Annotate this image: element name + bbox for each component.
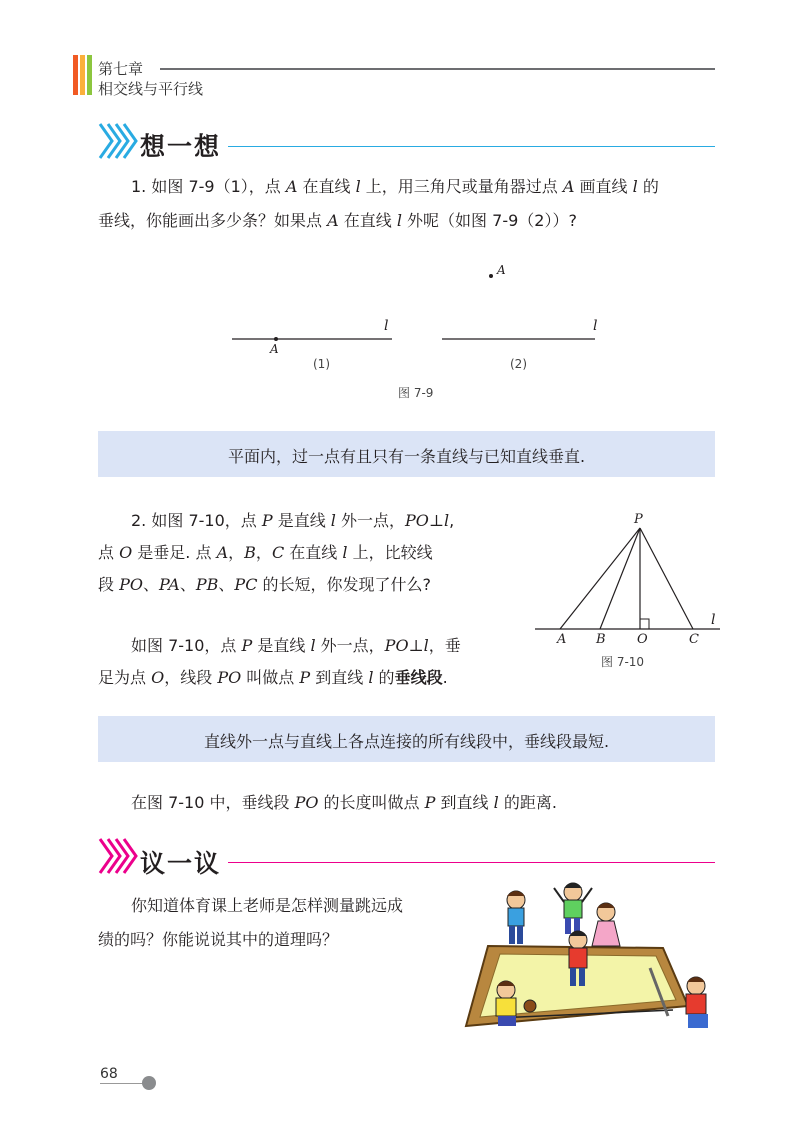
theorem-1-text: 平面内，过一点有且只有一条直线与已知直线垂直. xyxy=(227,447,586,466)
discuss-section-title: 议一议 xyxy=(140,849,222,878)
fig79-point-A2 xyxy=(489,274,493,278)
fig710-label-C: C xyxy=(689,632,699,647)
question-2-line-2: 点 O 是垂足. 点 A，B，C 在直线 l 上，比较线 xyxy=(98,543,433,562)
fig710-label-P: P xyxy=(634,512,643,527)
fig79-point-A1 xyxy=(274,337,278,341)
fig79-label-l2: l xyxy=(593,318,598,334)
fig79-label-A2: A xyxy=(497,263,506,277)
fig710-label-O: O xyxy=(637,632,648,647)
question-2-line-3: 段 PO、PA、PB、PC 的长短，你发现了什么? xyxy=(98,575,432,594)
think-chevron-icon xyxy=(98,120,138,162)
figure-7-9 xyxy=(220,255,620,405)
fig710-label-l: l xyxy=(711,612,716,628)
page-number: 68 xyxy=(100,1066,118,1082)
question-1-line-1: 1. 如图 7-9（1），点 A 在直线 l 上，用三角尺或量角器过点 A 画直线 l 的 xyxy=(131,177,659,196)
discuss-chevron-icon xyxy=(98,835,138,877)
theorem-2-text: 直线外一点与直线上各点连接的所有线段中，垂线段最短. xyxy=(203,732,610,751)
fig710-label-B: B xyxy=(596,632,606,647)
long-jump-illustration xyxy=(458,878,718,1043)
header-bar-green xyxy=(87,55,92,95)
discuss-line-2: 绩的吗？你能说说其中的道理吗？ xyxy=(98,930,339,949)
discuss-line-1: 你知道体育课上老师是怎样测量跳远成 xyxy=(131,896,404,915)
definition-line-2: 足为点 O，线段 PO 叫做点 P 到直线 l 的垂线段. xyxy=(98,668,448,687)
fig710-right-angle-mark xyxy=(640,619,649,629)
definition-line-1: 如图 7-10，点 P 是直线 l 外一点，PO⊥l，垂 xyxy=(131,636,461,655)
page-number-rule xyxy=(100,1083,144,1084)
header-bar-yellow xyxy=(80,55,85,95)
discuss-section-line xyxy=(228,862,715,863)
child-2 xyxy=(554,883,592,934)
fig79-subcaption-2: (2) xyxy=(510,357,527,371)
fig710-segment-PC xyxy=(640,528,693,629)
think-section-title: 想一想 xyxy=(140,132,222,161)
theorem-box-2 xyxy=(98,716,715,762)
fig710-segment-PB xyxy=(600,528,640,629)
question-1-line-2: 垂线，你能画出多少条？如果点 A 在直线 l 外呢（如图 7-9（2））? xyxy=(98,211,577,230)
figure-7-10 xyxy=(530,510,730,650)
fig79-caption: 图 7-9 xyxy=(398,386,434,400)
chapter-label: 第七章 xyxy=(98,60,144,78)
fig710-label-A: A xyxy=(557,632,567,647)
header-bar-orange xyxy=(73,55,78,95)
header-rule xyxy=(160,68,715,70)
fig79-label-A1: A xyxy=(270,342,279,356)
theorem-box-1 xyxy=(98,431,715,477)
child-1 xyxy=(507,891,525,944)
page-number-dot xyxy=(142,1076,156,1090)
child-6 xyxy=(686,977,708,1028)
distance-definition: 在图 7-10 中，垂线段 PO 的长度叫做点 P 到直线 l 的距离. xyxy=(131,793,557,812)
fig710-caption: 图 7-10 xyxy=(601,655,645,669)
child-3 xyxy=(592,903,620,946)
question-2-line-1: 2. 如图 7-10，点 P 是直线 l 外一点，PO⊥l, xyxy=(131,511,455,530)
fig79-label-l1: l xyxy=(384,318,389,334)
think-section-line xyxy=(228,146,715,147)
fig710-segment-PA xyxy=(560,528,640,629)
fig79-subcaption-1: (1) xyxy=(313,357,330,371)
term-perpendicular-segment: 垂线段 xyxy=(394,668,443,687)
chapter-title: 相交线与平行线 xyxy=(98,80,204,98)
